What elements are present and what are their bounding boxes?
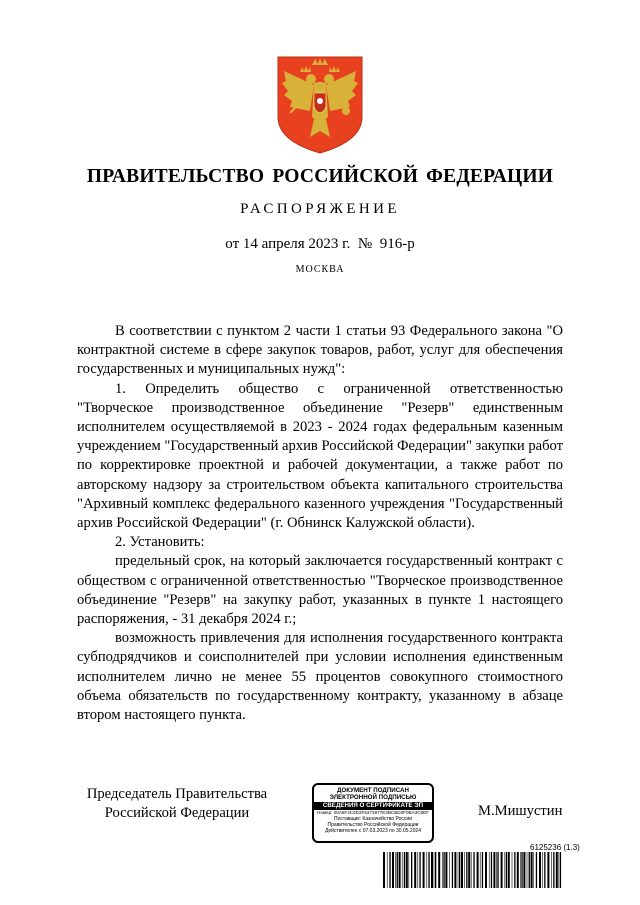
document-body — [77, 322, 563, 725]
signatory-position — [77, 785, 277, 823]
stamp-serial: Номер: 00A5F4C6D2F6373977E3BCBD0F0BA3C8EF — [317, 810, 429, 815]
stamp-band: СВЕДЕНИЯ О СЕРТИФИКАТЕ ЭП — [314, 802, 432, 810]
position-line-2: Российской Федерации — [104, 805, 250, 821]
stamp-owner: Правительство Российской Федерации — [327, 822, 419, 828]
electronic-signature-stamp — [312, 783, 434, 843]
paragraph-item-2-subcontract: возможность привлечения для исполнения государственного контракта субподрядчиков и соисполнителей при условии исполнения единственным исполнителем лично не менее 55 процентов совокупного стоимостного объема обязательств по государственному контракту, указанному в абзаце втором настоящего пункта. — [77, 630, 563, 724]
government-title: ПРАВИТЕЛЬСТВО РОССИЙСКОЙ ФЕДЕРАЦИИ — [86, 166, 554, 187]
stamp-validity: Действителен с 07.03.2023 по 30.05.2024 — [324, 828, 422, 834]
signatory-name: М.Мишустин — [478, 803, 563, 819]
document-code: 6125236 (1.3) — [530, 843, 580, 852]
position-line-1: Председатель Правительства — [86, 786, 268, 802]
paragraph-item-2: 2. Установить: — [115, 534, 205, 551]
city: МОСКВА — [295, 264, 345, 275]
paragraph-item-1: 1. Определить общество с ограниченной ответственностью "Творческое производственное объединение "Резерв" единственным исполнителем осуществляемой в 2023 - 2024 годах федеральным казенным учреждением "Государственный архив Российской Федерации" закупки работ по корректировке проектной и рабочей документации, а также работ по авторскому надзору за строительством объекта капитального строительства "Архивный комплекс федерального казенного учреждения "Государственный архив Российской Федерации" (г. Обнинск Калужской области). — [77, 380, 564, 532]
paragraph-preamble: В соответствии с пунктом 2 части 1 статьи 93 Федерального закона "О контрактной системе в сфере закупок товаров, работ, услуг для обеспечения государственных и муниципальных нужд": — [77, 323, 563, 378]
paragraph-item-2-term: предельный срок, на который заключается государственный контракт с обществом с ограниченной ответственностью "Творческое производственное объединение "Резерв" на закупку работ, указанных в пункте 1 настоящего распоряжения, - 31 декабря 2024 г.; — [77, 553, 563, 628]
stamp-line-1: ДОКУМЕНТ ПОДПИСАН — [337, 787, 409, 794]
stamp-issuer: Поставщик: Казначейство России — [333, 816, 412, 822]
coat-of-arms-emblem — [276, 55, 364, 155]
document-type: РАСПОРЯЖЕНИЕ — [240, 201, 400, 217]
barcode — [383, 852, 563, 888]
date-and-number: от 14 апреля 2023 г. № 916-р — [225, 236, 415, 252]
stamp-line-2: ЭЛЕКТРОННОЙ ПОДПИСЬЮ — [329, 794, 417, 801]
